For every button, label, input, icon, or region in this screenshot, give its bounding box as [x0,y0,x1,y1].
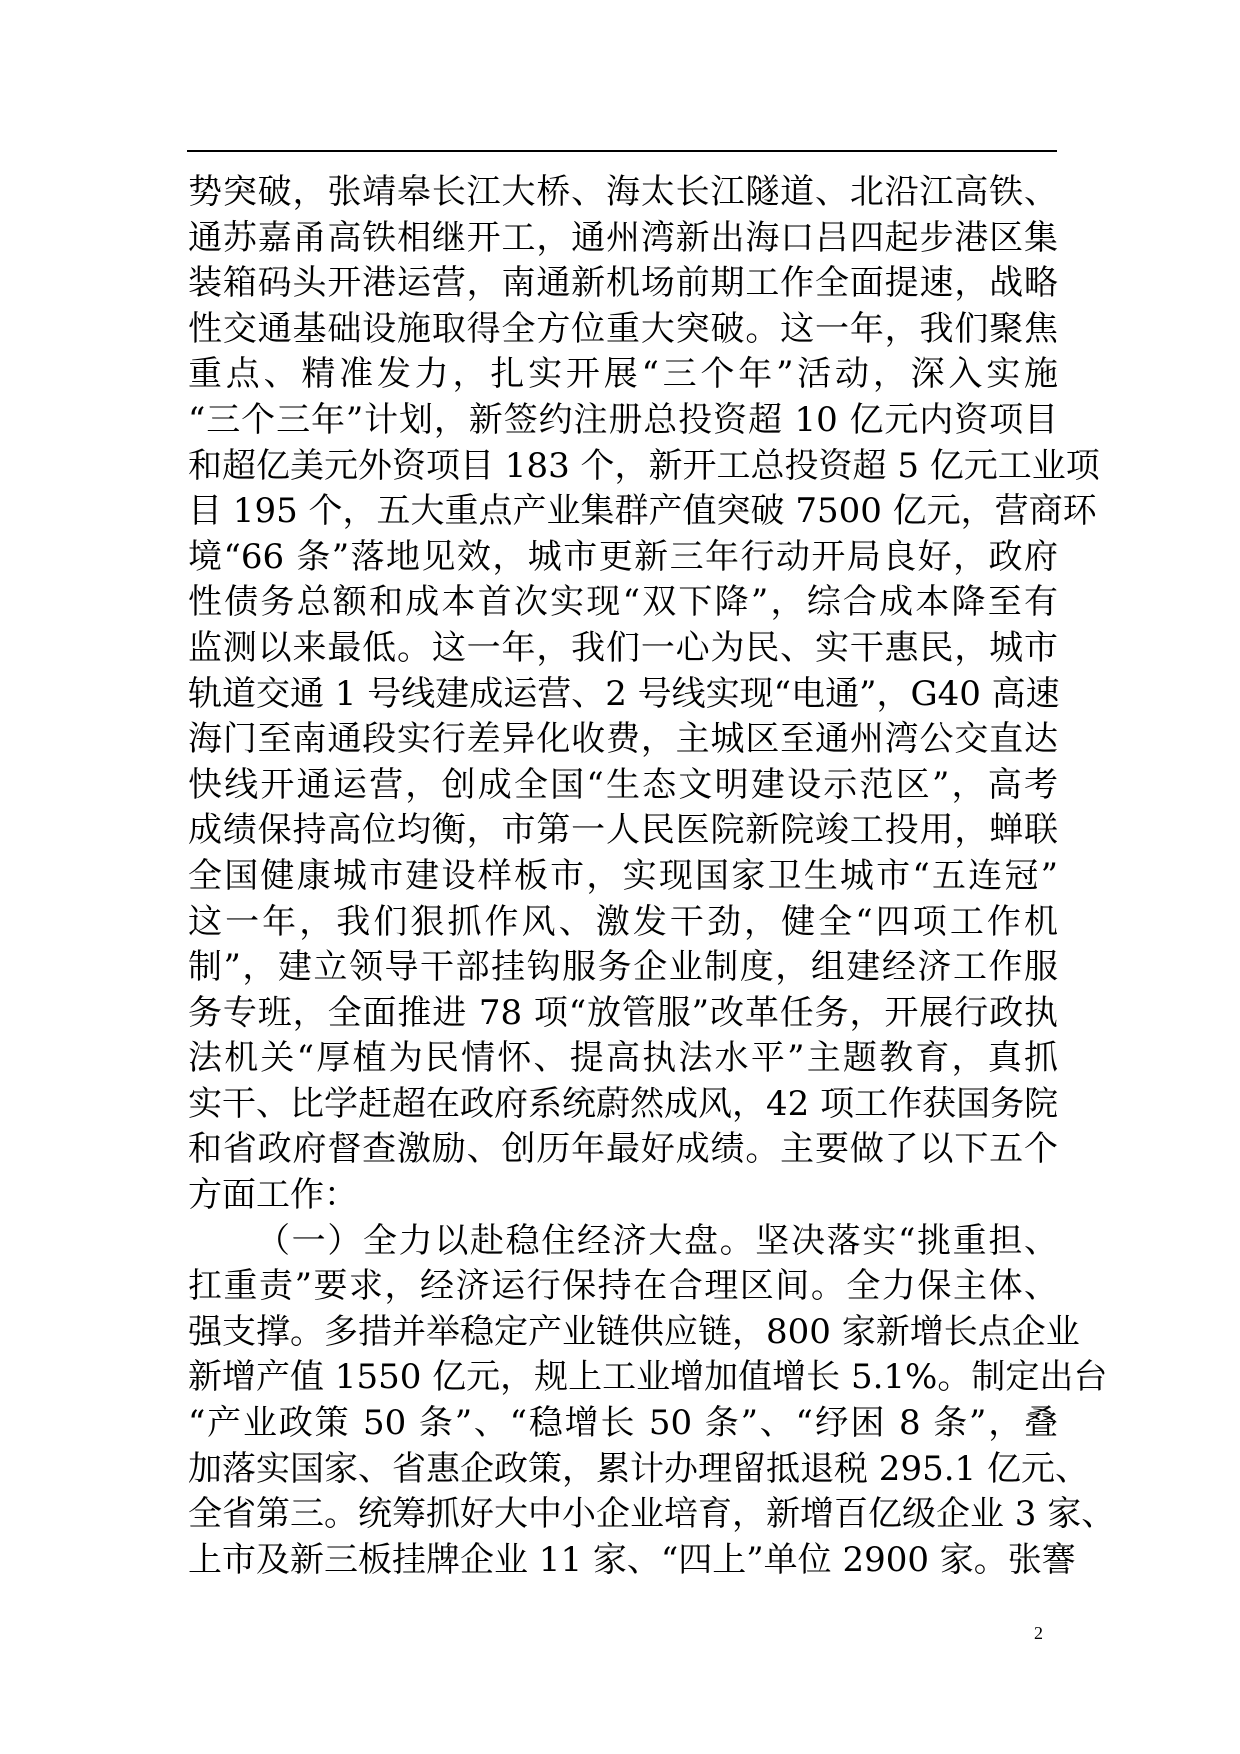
text-line: 上市及新三板挂牌企业 11 家、“四上”单位 2900 家。张謇 [188,1539,1076,1580]
text-line: 海门至南通段实行差异化收费，主城区至通州湾公交直达 [188,719,1058,760]
text-line: 实干、比学赶超在政府系统蔚然成风，42 项工作获国务院 [188,1083,1059,1124]
header-rule [187,150,1057,152]
text-line: 轨道交通 1 号线建成运营、2 号线实现“电通”，G40 高速 [188,673,1060,714]
text-line: 扛重责”要求，经济运行保持在合理区间。全力保主体、 [188,1266,1058,1307]
text-line: 务专班，全面推进 78 项“放管服”改革任务，开展行政执 [188,992,1058,1033]
text-line: “产业政策 50 条”、“稳增长 50 条”、“纾困 8 条”，叠 [188,1403,1058,1444]
text-line: 新增产值 1550 亿元，规上工业增加值增长 5.1%。制定出台 [188,1357,1108,1398]
text-line: 全省第三。统筹抓好大中小企业培育，新增百亿级企业 3 家、 [188,1494,1116,1535]
text-line: 目 195 个，五大重点产业集群产值突破 7500 亿元，营商环 [188,491,1097,532]
text-line: 和省政府督查激励、创历年最好成绩。主要做了以下五个 [188,1129,1058,1170]
text-line: 重点、精准发力，扎实开展“三个年”活动，深入实施 [188,354,1058,395]
text-line: 加落实国家、省惠企政策，累计办理留抵退税 295.1 亿元、 [188,1448,1089,1489]
text-line: 这一年，我们狠抓作风、激发干劲，健全“四项工作机 [188,901,1058,942]
text-line: 势突破，张靖皋长江大桥、海太长江隧道、北沿江高铁、 [188,172,1058,212]
text-line: 装箱码头开港运营，南通新机场前期工作全面提速，战略 [188,263,1058,304]
text-line: 制”，建立领导干部挂钩服务企业制度，组建经济工作服 [188,947,1058,988]
text-line: 通苏嘉甬高铁相继开工，通州湾新出海口吕四起步港区集 [188,217,1058,258]
text-line: 和超亿美元外资项目 183 个，新开工总投资超 5 亿元工业项 [188,445,1100,486]
text-line: 性交通基础设施取得全方位重大突破。这一年，我们聚焦 [188,308,1058,349]
text-line: 快线开通运营，创成全国“生态文明建设示范区”，高考 [188,764,1058,805]
text-line: 强支撑。多措并举稳定产业链供应链，800 家新增长点企业 [188,1311,1080,1352]
text-line: 境“66 条”落地见效，城市更新三年行动开局良好，政府 [188,536,1058,577]
body-text [188,170,1116,1583]
text-line: 全国健康城市建设样板市，实现国家卫生城市“五连冠” [188,855,1058,896]
text-line: 方面工作： [188,1175,358,1216]
section-heading-line: （一）全力以赴稳住经济大盘。坚决落实“挑重担、 [256,1220,1058,1261]
text-line: 性债务总额和成本首次实现“双下降”，综合成本降至有 [188,582,1058,623]
text-line: 法机关“厚植为民情怀、提高执法水平”主题教育，真抓 [188,1038,1058,1079]
page-number: 2 [1034,1623,1043,1643]
text-line: “三个三年”计划，新签约注册总投资超 10 亿元内资项目 [188,399,1058,440]
text-line: 监测以来最低。这一年，我们一心为民、实干惠民，城市 [188,627,1058,668]
text-line: 成绩保持高位均衡，市第一人民医院新院竣工投用，蝉联 [188,810,1058,851]
